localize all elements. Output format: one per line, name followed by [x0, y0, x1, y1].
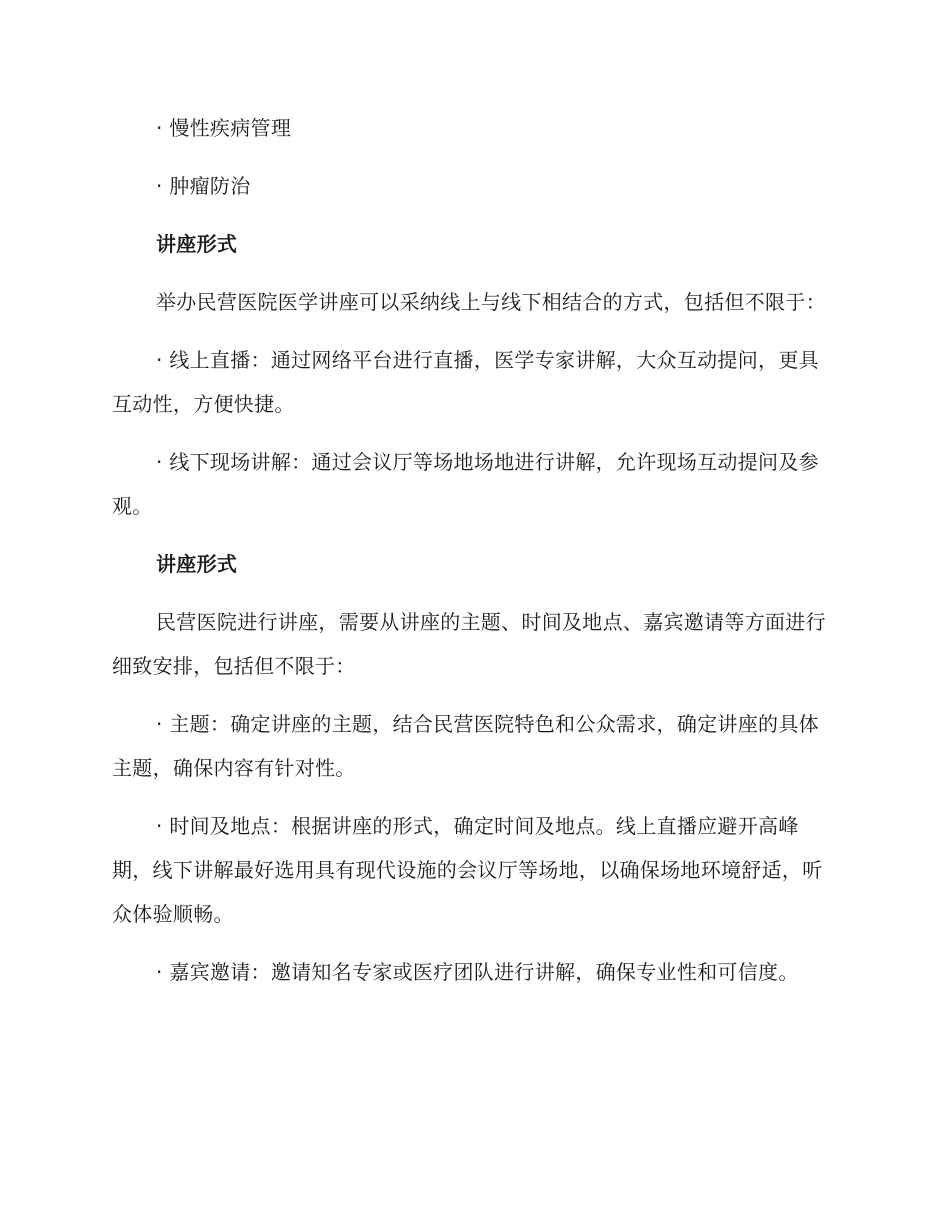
bullet-topic: · 主题：确定讲座的主题，结合民营医院特色和公众需求，确定讲座的具体主题，确保内容有针对性。: [112, 712, 819, 780]
paragraph-format-intro: 举办民营医院医学讲座可以采纳线上与线下相结合的方式，包括但不限于：: [156, 290, 826, 314]
bullet-chronic-disease: · 慢性疾病管理: [156, 116, 292, 140]
bullet-time-location: · 时间及地点：根据讲座的形式，确定时间及地点。线上直播应避开高峰期，线下讲解最好选用具有现代设施的会议厅等场地，以确保场地环境舒适，听众体验顺畅。: [112, 814, 823, 926]
bullet-guest-invitation: · 嘉宾邀请：邀请知名专家或医疗团队进行讲解，确保专业性和可信度。: [156, 960, 799, 984]
section-heading-lecture-format-2: 讲座形式: [156, 552, 238, 576]
document-body: [112, 106, 834, 1008]
bullet-online-live: · 线上直播：通过网络平台进行直播，医学专家讲解，大众互动提问，更具互动性，方便快捷。: [112, 348, 819, 416]
bullet-offline-onsite: · 线下现场讲解：通过会议厅等场地场地进行讲解，允许现场互动提问及参观。: [112, 450, 819, 518]
paragraph-arrangement-intro: 民营医院进行讲座，需要从讲座的主题、时间及地点、嘉宾邀请等方面进行细致安排，包括但不限于：: [112, 610, 826, 678]
bullet-tumor-prevention: · 肿瘤防治: [156, 174, 251, 198]
section-heading-lecture-format: 讲座形式: [156, 232, 238, 256]
